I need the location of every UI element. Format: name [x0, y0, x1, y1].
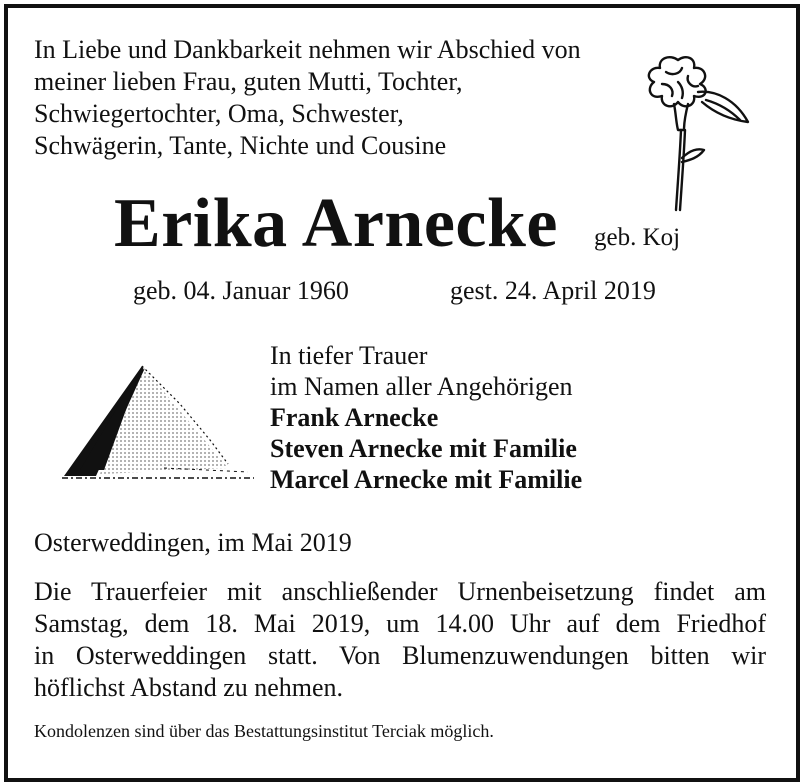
mourning-line-2: im Namen aller Angehörigen — [270, 372, 573, 401]
birth-date: geb. 04. Januar 1960 — [133, 276, 349, 305]
funeral-info — [34, 576, 766, 704]
mourning-line-1: In tiefer Trauer — [270, 341, 428, 370]
mourner-name-1: Frank Arnecke — [270, 403, 439, 432]
deceased-name: Erika Arnecke — [114, 185, 558, 262]
carnation-icon — [636, 50, 760, 214]
funeral-line-1: Die Trauerfeier mit anschließender Urnenbeisetzung findet am — [34, 577, 766, 606]
intro-line-4: Schwägerin, Tante, Nichte und Cousine — [34, 131, 447, 160]
funeral-line-4: höflichst Abstand zu nehmen. — [34, 673, 344, 702]
intro-line-1: In Liebe und Dankbarkeit nehmen wir Abschied von — [34, 35, 581, 64]
place-date: Osterweddingen, im Mai 2019 — [34, 528, 352, 557]
mourner-name-2: Steven Arnecke mit Familie — [270, 434, 577, 463]
maiden-name: geb. Koj — [594, 224, 681, 251]
pyramid-icon — [60, 360, 256, 484]
mourner-name-3: Marcel Arnecke mit Familie — [270, 465, 583, 494]
funeral-line-3: in Osterweddingen statt. Von Blumenzuwendungen bitten wir — [34, 641, 766, 670]
funeral-line-2: Samstag, dem 18. Mai 2019, um 14.00 Uhr auf dem Friedhof — [34, 609, 766, 638]
intro-line-2: meiner lieben Frau, guten Mutti, Tochter, — [34, 67, 463, 96]
condolence-note: Kondolenzen sind über das Bestattungsinstitut Terciak möglich. — [34, 721, 494, 741]
intro-line-3: Schwiegertochter, Oma, Schwester, — [34, 99, 404, 128]
death-date: gest. 24. April 2019 — [450, 276, 656, 305]
